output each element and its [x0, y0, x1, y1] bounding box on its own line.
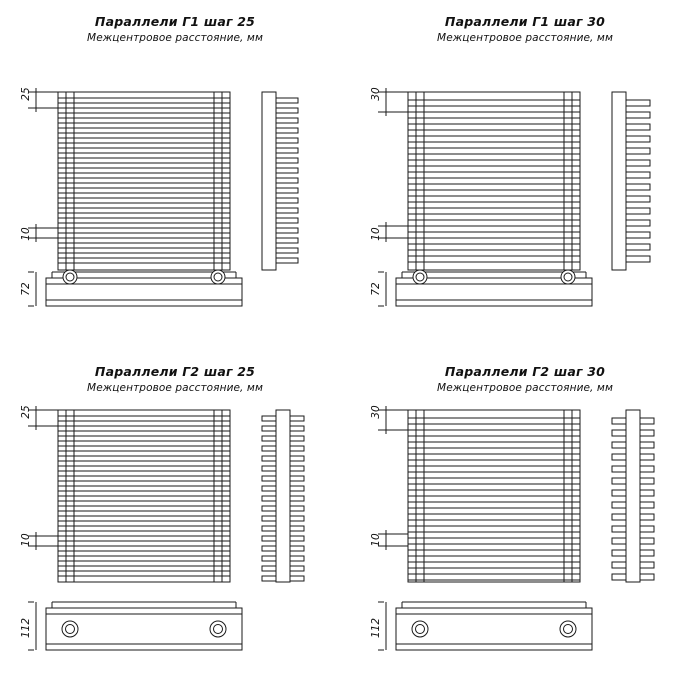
- dim-manifold-depth: 112: [20, 617, 32, 639]
- side-view: [262, 410, 304, 582]
- panel-g1-step25: [0, 0, 350, 350]
- front-view: [408, 92, 580, 270]
- dim-tube-height: 10: [370, 227, 382, 241]
- drawing-g1-30: [350, 0, 700, 350]
- panel-title: Параллели Г2 шаг 30: [444, 364, 606, 379]
- panel-subtitle: Межцентровое расстояние, мм: [87, 32, 263, 44]
- panel-subtitle: Межцентровое расстояние, мм: [437, 32, 613, 44]
- side-view: [612, 410, 654, 582]
- dim-top-pitch: 25: [20, 405, 32, 419]
- drawing-g2-30: [350, 350, 700, 700]
- manifold-view: [396, 602, 592, 650]
- drawing-g1-25: [0, 0, 350, 350]
- manifold-view: [46, 270, 242, 306]
- side-view: [612, 92, 650, 270]
- panel-g1-step30: [350, 0, 700, 350]
- dim-top-pitch: 30: [370, 87, 382, 101]
- dim-tube-height: 10: [20, 227, 32, 241]
- dimension-lines: [28, 88, 58, 306]
- drawing-g2-25: [0, 350, 350, 700]
- dim-top-pitch: 30: [370, 405, 382, 419]
- front-view: [408, 410, 580, 582]
- dim-tube-height: 10: [20, 533, 32, 547]
- dimension-lines: [378, 88, 408, 306]
- panel-title: Параллели Г1 шаг 25: [94, 14, 256, 29]
- dim-top-pitch: 25: [20, 87, 32, 101]
- manifold-view: [46, 602, 242, 650]
- manifold-view: [396, 270, 592, 306]
- dim-manifold-depth: 72: [370, 282, 382, 296]
- panel-title: Параллели Г2 шаг 25: [94, 364, 256, 379]
- panel-title: Параллели Г1 шаг 30: [444, 14, 606, 29]
- front-view: [58, 92, 230, 270]
- panel-subtitle: Межцентровое расстояние, мм: [87, 382, 263, 394]
- side-view: [262, 92, 298, 270]
- front-view: [58, 410, 230, 582]
- dim-manifold-depth: 112: [370, 617, 382, 639]
- dim-manifold-depth: 72: [20, 282, 32, 296]
- panel-g2-step30: [350, 350, 700, 700]
- panel-g2-step25: [0, 350, 350, 700]
- panel-subtitle: Межцентровое расстояние, мм: [437, 382, 613, 394]
- dim-tube-height: 10: [370, 533, 382, 547]
